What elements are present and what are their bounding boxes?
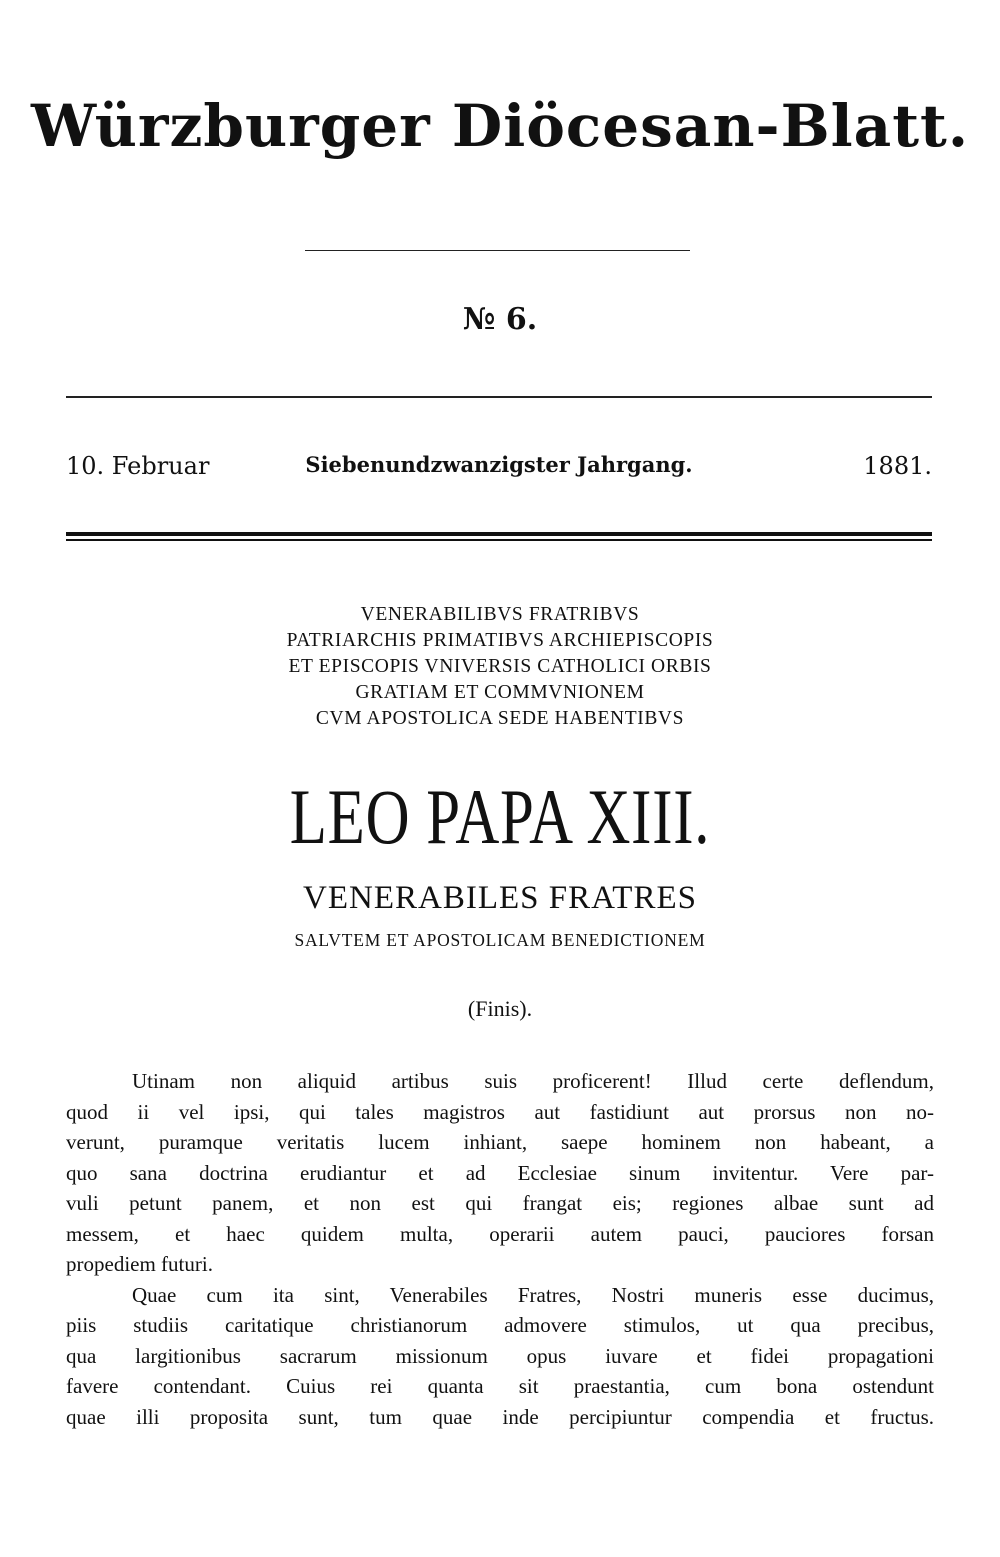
paragraph [66, 1280, 934, 1433]
text-line: quod ii vel ipsi, qui tales magistros aut fastidiunt aut prorsus non no- [66, 1099, 934, 1124]
masthead-rule [305, 250, 690, 251]
address-line: VENERABILIBVS FRATRIBVS [360, 604, 640, 625]
text-line: quo sana doctrina erudiantur et ad Ecclesiae sinum invitentur. Vere par- [66, 1160, 934, 1185]
body-text [66, 1066, 934, 1432]
address-line: PATRIARCHIS PRIMATIBVS ARCHIEPISCOPIS [286, 630, 714, 651]
issue-number: № 6. [462, 302, 538, 337]
text-line: favere contendant. Cuius rei quanta sit praestantia, cum bona ostendunt [66, 1374, 934, 1398]
header-rule [66, 396, 932, 398]
benediction: SALVTEM ET APOSTOLICAM BENEDICTIONEM [294, 930, 706, 950]
text-line: verunt, puramque veritatis lucem inhiant, saepe hominem non habeant, a [66, 1130, 934, 1154]
salutation: VENERABILES FRATRES [303, 880, 697, 916]
encyclical-address [0, 602, 1000, 732]
text-line: Quae cum ita sint, Venerabiles Fratres, Nostri muneris esse ducimus, [132, 1282, 934, 1307]
text-line: qua largitionibus sacrarum missionum opus iuvare et fidei propagationi [66, 1343, 934, 1368]
pope-name: LEO PAPA XIII. [289, 773, 711, 860]
text-line: piis studiis caritatique christianorum admovere stimulos, ut qua precibus, [66, 1313, 934, 1337]
issue-date: 10. Februar [66, 452, 210, 480]
text-line: propediem futuri. [66, 1252, 213, 1276]
double-rule [66, 532, 932, 542]
text-line: Utinam non aliquid artibus suis proficerent! Illud certe deflendum, [132, 1069, 934, 1093]
address-line: CVM APOSTOLICA SEDE HABENTIBVS [315, 708, 685, 729]
text-line: messem, et haec quidem multa, operarii autem pauci, pauciores forsan [66, 1221, 934, 1246]
volume-label: Siebenundzwanzigster Jahrgang. [305, 452, 693, 477]
double-rule-thin [66, 539, 932, 541]
finis-note: (Finis). [467, 996, 533, 1021]
double-rule-thick [66, 532, 932, 536]
address-line: ET EPISCOPIS VNIVERSIS CATHOLICI ORBIS [288, 656, 712, 677]
issue-year: 1881. [863, 452, 932, 480]
text-line: vuli petunt panem, et non est qui frangat eis; regiones albae sunt ad [66, 1191, 934, 1215]
text-line: quae illi proposita sunt, tum quae inde percipiuntur compendia et fructus. [66, 1404, 934, 1429]
masthead-title: Würzburger Diöcesan-Blatt. [30, 92, 970, 160]
dateline [66, 452, 932, 488]
paragraph [66, 1066, 934, 1280]
address-line: GRATIAM ET COMMVNIONEM [355, 682, 645, 703]
